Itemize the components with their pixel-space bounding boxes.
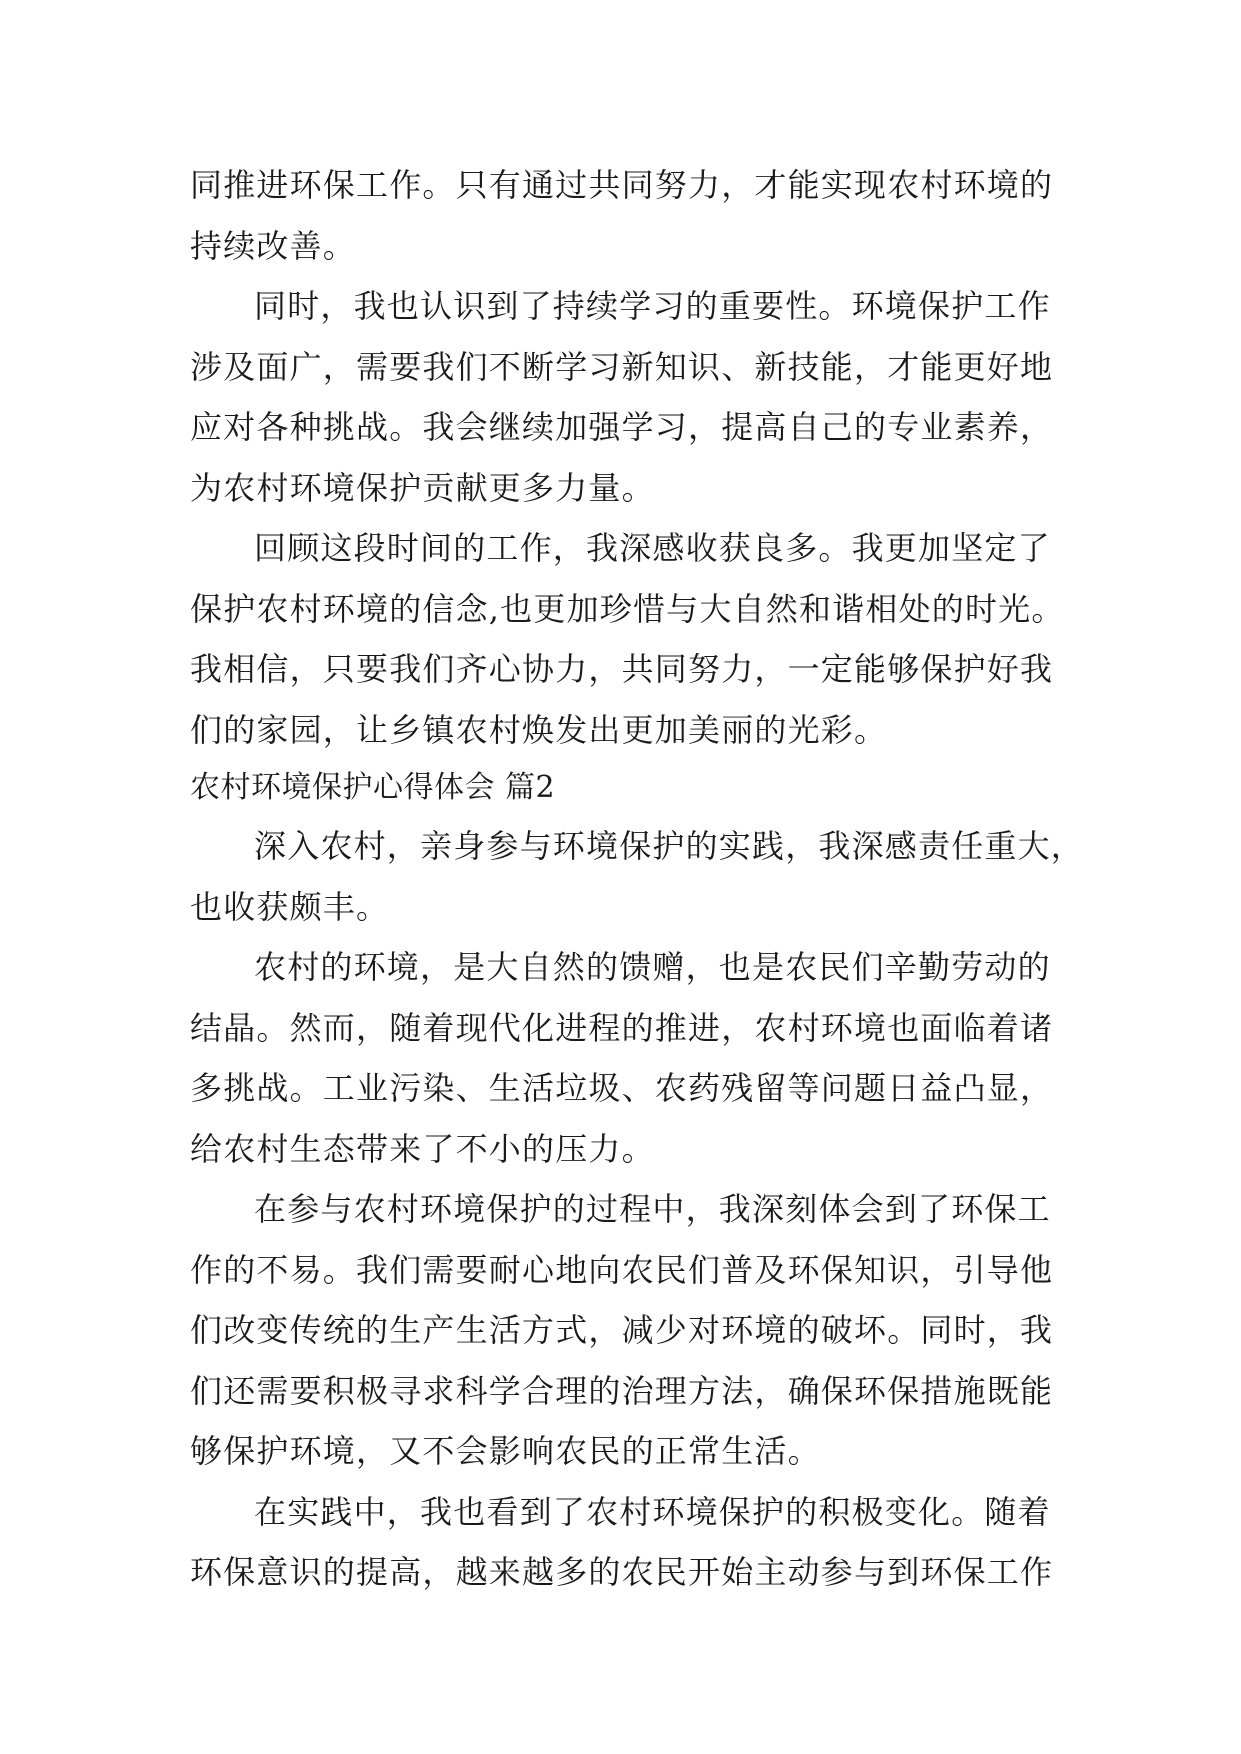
text-line: 作的不易。我们需要耐心地向农民们普及环保知识，引导他 bbox=[190, 1250, 1054, 1289]
paragraph bbox=[190, 816, 1085, 937]
text-line: 持续改善。 bbox=[190, 226, 357, 265]
text-line: 同时，我也认识到了持续学习的重要性。环境保护工作 bbox=[254, 287, 1051, 325]
paragraph bbox=[190, 937, 1054, 1179]
paragraph bbox=[190, 1482, 1054, 1603]
text-line: 结晶。然而，随着现代化进程的推进，农村环境也面临着诸 bbox=[190, 1008, 1054, 1047]
text-line: 给农村生态带来了不小的压力。 bbox=[190, 1129, 655, 1168]
text-line: 保护农村环境的信念,也更加珍惜与大自然和谐相处的时光。 bbox=[190, 589, 1065, 628]
text-line: 在参与农村环境保护的过程中，我深刻体会到了环保工 bbox=[254, 1190, 1051, 1228]
paragraph bbox=[190, 276, 1054, 518]
text-line: 回顾这段时间的工作，我深感收获良多。我更加坚定了 bbox=[254, 529, 1051, 567]
paragraph bbox=[190, 518, 1065, 760]
text-line: 涉及面广，需要我们不断学习新知识、新技能，才能更好地 bbox=[190, 347, 1054, 386]
paragraph bbox=[190, 155, 1054, 276]
text-line: 也收获颇丰。 bbox=[190, 887, 390, 926]
text-line: 同推进环保工作。只有通过共同努力，才能实现农村环境的 bbox=[190, 166, 1054, 204]
text-line: 在实践中，我也看到了农村环境保护的积极变化。随着 bbox=[254, 1492, 1051, 1531]
text-line: 我相信，只要我们齐心协力，共同努力，一定能够保护好我 bbox=[190, 650, 1054, 688]
section-heading: 农村环境保护心得体会 篇2 bbox=[190, 770, 556, 805]
text-line: 深入农村，亲身参与环境保护的实践，我深感责任重大， bbox=[254, 827, 1085, 865]
text-line: 们改变传统的生产生活方式，减少对环境的破坏。同时，我 bbox=[190, 1311, 1054, 1349]
document-page bbox=[190, 155, 1085, 1603]
text-line: 们的家园，让乡镇农村焕发出更加美丽的光彩。 bbox=[190, 710, 888, 749]
text-line: 为农村环境保护贡献更多力量。 bbox=[190, 468, 655, 507]
text-line: 环保意识的提高，越来越多的农民开始主动参与到环保工作 bbox=[190, 1553, 1054, 1591]
text-line: 多挑战。工业污染、生活垃圾、农药残留等问题日益凸显， bbox=[190, 1069, 1054, 1107]
text-line: 们还需要积极寻求科学合理的治理方法，确保环保措施既能 bbox=[190, 1371, 1054, 1410]
text-line: 应对各种挑战。我会继续加强学习，提高自己的专业素养， bbox=[190, 408, 1054, 446]
paragraph bbox=[190, 1179, 1054, 1482]
text-line: 农村的环境，是大自然的馈赠，也是农民们辛勤劳动的 bbox=[254, 948, 1051, 986]
text-line: 够保护环境，又不会影响农民的正常生活。 bbox=[190, 1432, 821, 1470]
